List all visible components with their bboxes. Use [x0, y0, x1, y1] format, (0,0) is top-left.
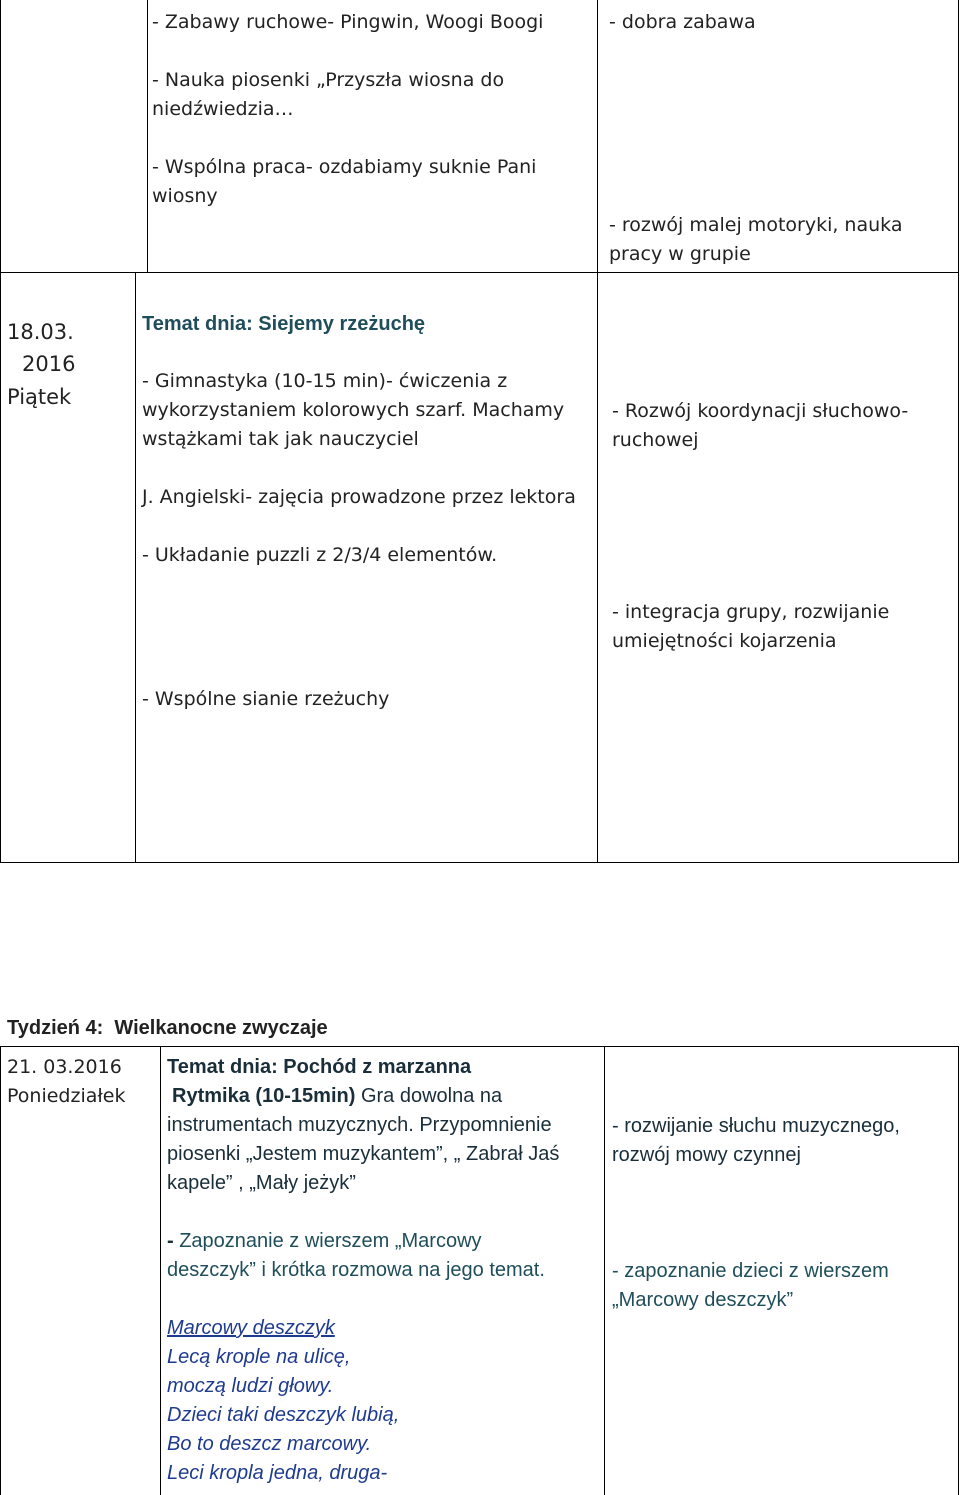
goal-line: - Rozwój koordynacji słuchowo-	[612, 400, 909, 422]
grid-line	[597, 0, 598, 863]
rytmika-label: Rytmika (10-15min)	[172, 1085, 356, 1107]
poem-line: Lecą krople na ulicę,	[167, 1346, 351, 1368]
goal-line: umiejętności kojarzenia	[612, 630, 837, 652]
activity-line: - Układanie puzzli z 2/3/4 elementów.	[142, 544, 498, 566]
activity-line: J. Angielski- zajęcia prowadzone przez lektora	[142, 486, 576, 508]
goal-line: - rozwój malej motoryki, nauka	[609, 214, 903, 236]
goal-line: - integracja grupy, rozwijanie	[612, 601, 890, 623]
week-heading: Tydzień 4: Wielkanocne zwyczaje	[7, 1017, 328, 1039]
grid-line	[0, 1046, 959, 1047]
date-line: 18.03.	[7, 320, 74, 344]
activity-line: wstążkami tak jak nauczyciel	[142, 428, 419, 450]
date-line: 21. 03.2016	[7, 1056, 122, 1078]
grid-line	[604, 1046, 605, 1495]
activity-line: - Nauka piosenki „Przyszła wiosna do	[152, 69, 505, 91]
activity-line: instrumentach muzycznych. Przypomnienie	[167, 1114, 552, 1136]
grid-line	[958, 0, 959, 863]
activity-line: wiosny	[152, 185, 218, 207]
goal-line: - zapoznanie dzieci z wierszem	[612, 1260, 889, 1282]
grid-line	[0, 0, 1, 863]
activity-line: - Wspólna praca- ozdabiamy suknie Pani	[152, 156, 537, 178]
poem-title: Marcowy deszczyk	[167, 1317, 335, 1339]
grid-line	[0, 1046, 1, 1495]
activity-line: niedźwiedzia…	[152, 98, 294, 120]
goal-line: ruchowej	[612, 429, 699, 451]
activity-line: wykorzystaniem kolorowych szarf. Machamy	[142, 399, 565, 421]
poem-line: moczą ludzi głowy.	[167, 1375, 334, 1397]
intro-line: deszczyk” i krótka rozmowa na jego temat.	[167, 1259, 545, 1281]
intro-line	[167, 1227, 482, 1256]
activity-line: - Wspólne sianie rzeżuchy	[142, 688, 390, 710]
day-name: Poniedziałek	[7, 1085, 126, 1107]
grid-line	[147, 0, 148, 272]
topic-title: Temat dnia: Siejemy rzeżuchę	[142, 313, 426, 335]
goal-line: pracy w grupie	[609, 243, 751, 265]
activity-line: kapele” , „Mały jeżyk”	[167, 1172, 356, 1194]
intro-text: Zapoznanie z wierszem „Marcowy	[179, 1230, 482, 1252]
day-name: Piątek	[7, 385, 72, 409]
grid-line	[160, 1046, 161, 1495]
rytmika-line	[172, 1082, 502, 1111]
goal-line: „Marcowy deszczyk”	[612, 1289, 794, 1311]
grid-line	[0, 272, 959, 273]
poem-line: Leci kropla jedna, druga-	[167, 1462, 388, 1484]
goal-line: - dobra zabawa	[609, 11, 756, 33]
grid-line	[0, 862, 959, 863]
date-line: 2016	[22, 352, 76, 376]
activity-line: - Gimnastyka (10-15 min)- ćwiczenia z	[142, 370, 508, 392]
grid-line	[135, 272, 136, 863]
rytmika-text: Gra dowolna na	[355, 1085, 503, 1107]
intro-dash: -	[167, 1230, 180, 1252]
poem-line: Dzieci taki deszczyk lubią,	[167, 1404, 400, 1426]
grid-line	[958, 1046, 959, 1495]
goal-line: - rozwijanie słuchu muzycznego,	[612, 1115, 900, 1137]
poem-line: Bo to deszcz marcowy.	[167, 1433, 372, 1455]
goal-line: rozwój mowy czynnej	[612, 1144, 801, 1166]
topic-title: Temat dnia: Pochód z marzanna	[167, 1056, 472, 1078]
activity-line: piosenki „Jestem muzykantem”, „ Zabrał Jaś	[167, 1143, 560, 1165]
activity-line: - Zabawy ruchowe- Pingwin, Woogi Boogi	[152, 11, 544, 33]
